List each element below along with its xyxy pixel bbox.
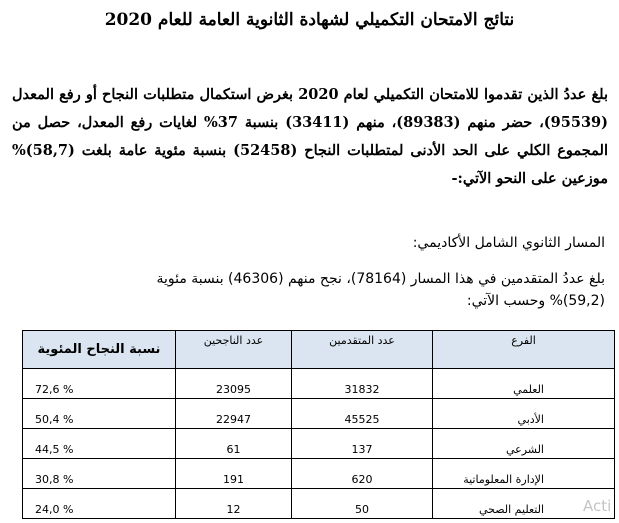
cell-rate: 50,4 %	[23, 399, 176, 429]
header-passed: عدد الناجحين	[176, 331, 292, 369]
section-heading: المسار الثانوي الشامل الأكاديمي:	[412, 235, 605, 251]
cell-passed: 23095	[176, 369, 292, 399]
cell-passed: 191	[176, 459, 292, 489]
cell-entrants: 620	[292, 459, 433, 489]
cell-entrants: 31832	[292, 369, 433, 399]
cell-rate: 24,0 %	[23, 489, 176, 519]
section-text: بلغ عددُ المتقدمين في هذا المسار (78164)، نجح منهم (46306) بنسبة مئوية (59,2)% وحسب الآتي:	[156, 271, 605, 309]
cell-rate: 72,6 %	[23, 369, 176, 399]
cell-rate: 44,5 %	[23, 429, 176, 459]
intro-paragraph: بلغ عددُ الذين تقدموا للامتحان التكميلي لعام 2020 بغرض استكمال متطلبات النجاح أو رفع المعدل (95539)، حضر منهم (89383)، منهم (33411) بنسبة 37% لغايات رفع المعدل، حصل من المجموع الكلي على الحد الأدنى لمتطلبات النجاح (52458) بنسبة مئوية عامة بلغت (58,7)% موزعين على النحو الآتي:-	[12, 86, 608, 187]
cell-branch: الشرعي	[433, 429, 615, 459]
cell-passed: 61	[176, 429, 292, 459]
table-row	[23, 429, 615, 459]
table-header-row	[23, 331, 615, 369]
cell-passed: 22947	[176, 399, 292, 429]
results-table	[22, 330, 615, 519]
cell-branch: الإدارة المعلوماتية	[433, 459, 615, 489]
cell-passed: 12	[176, 489, 292, 519]
cell-branch: العلمي	[433, 369, 615, 399]
cell-branch: التعليم الصحي	[433, 489, 615, 519]
cell-entrants: 50	[292, 489, 433, 519]
header-rate: نسبة النجاح المئوية	[23, 331, 176, 369]
table-row	[23, 489, 615, 519]
cell-entrants: 137	[292, 429, 433, 459]
header-branch: الفرع	[433, 331, 615, 369]
table-row	[23, 399, 615, 429]
table-row	[23, 369, 615, 399]
page-title: نتائج الامتحان التكميلي لشهادة الثانوية العامة للعام 2020	[104, 10, 515, 30]
table-row	[23, 459, 615, 489]
activation-watermark: Acti	[583, 497, 612, 515]
cell-entrants: 45525	[292, 399, 433, 429]
cell-branch: الأدبي	[433, 399, 615, 429]
cell-rate: 30,8 %	[23, 459, 176, 489]
header-entrants: عدد المتقدمين	[292, 331, 433, 369]
